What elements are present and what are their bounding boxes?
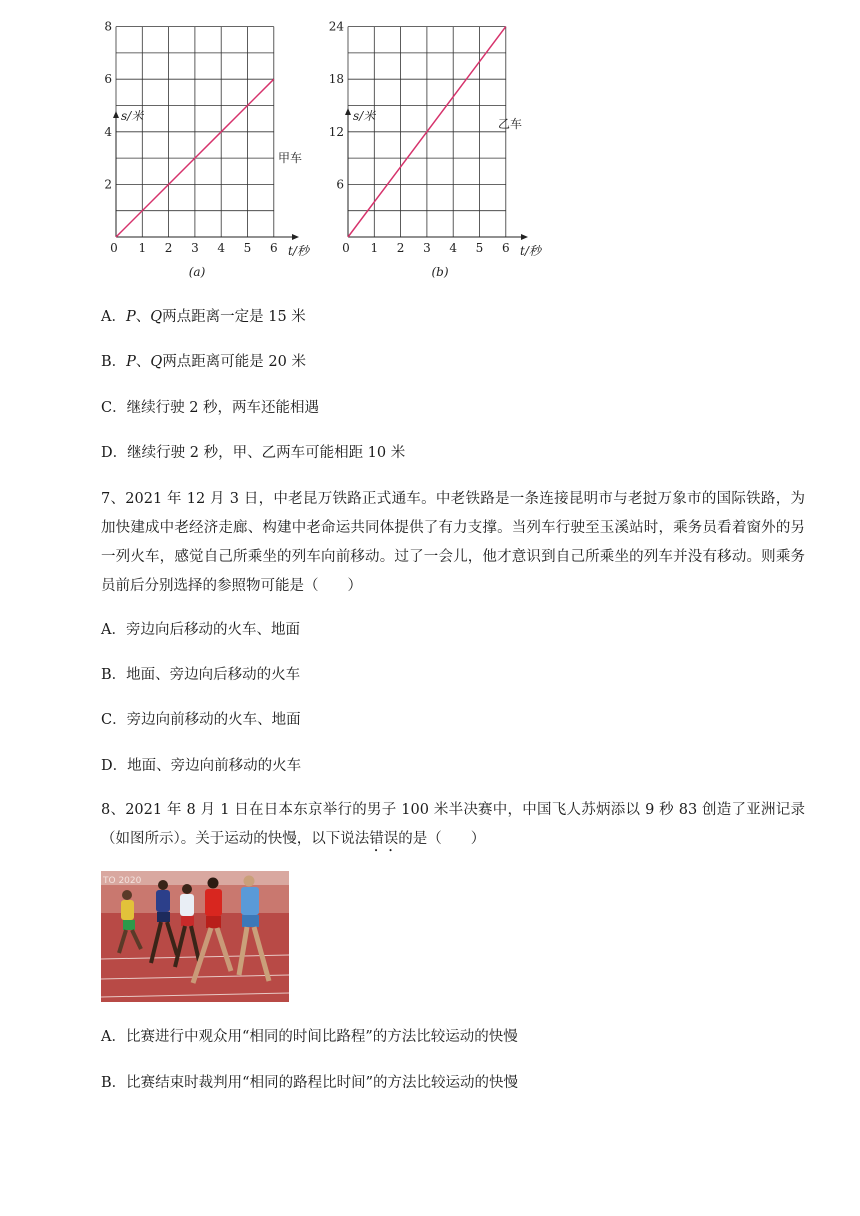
x-tick-label: 2 xyxy=(396,241,405,255)
q8-stem xyxy=(101,796,805,855)
separator: 、 xyxy=(135,354,151,370)
q8-option-b: B．比赛结束时裁判用“相同的路程比时间”的方法比较运动的快慢 xyxy=(101,1075,518,1091)
x-axis-label: t/秒 xyxy=(288,244,309,258)
x-tick-label: 3 xyxy=(423,241,431,255)
x-tick-label: 5 xyxy=(475,241,484,255)
y-tick-label: 8 xyxy=(104,19,112,34)
graph-caption-a: (a) xyxy=(188,265,206,279)
x-tick-label: 5 xyxy=(243,241,252,255)
q8-emphasis-word: 错误 xyxy=(369,831,399,847)
q7-stem: 7、2021 年 12 月 3 日，中老昆万铁路正式通车。中老铁路是一条连接昆明市与老挝万象市的国际铁路，为加快建成中老经济走廊、构建中老命运共同体提供了有力支撑。当列车行驶至玉溪站时，乘务员看着窗外的另一列火车，感觉自己所乘坐的列车向前移动。过了一会儿，他才意识到自己所乘坐的列车并没有移动。则乘务员前后分别选择的参照物可能是（ ） xyxy=(101,491,805,594)
option-prefix: B． xyxy=(101,354,127,370)
q6-option-a xyxy=(101,307,306,327)
point-p: P xyxy=(126,354,136,370)
y-tick-labels xyxy=(329,20,345,192)
x-tick-label: 4 xyxy=(217,241,226,255)
series-label-yi: 乙车 xyxy=(498,117,523,131)
q7-option-a: A．旁边向后移动的火车、地面 xyxy=(101,622,300,638)
x-axis-arrow xyxy=(292,234,299,240)
photo-illustration xyxy=(101,871,289,1002)
y-tick-label: 12 xyxy=(328,124,344,139)
q7-option-b: B．地面、旁边向后移动的火车 xyxy=(101,667,301,683)
y-axis-label: s/米 xyxy=(353,109,376,123)
x-tick-label: 1 xyxy=(138,241,147,255)
y-tick-label: 6 xyxy=(336,177,344,192)
x-tick-label: 4 xyxy=(449,241,458,255)
y-tick-label: 6 xyxy=(104,72,112,87)
graph-caption-b: (b) xyxy=(431,265,449,279)
y-axis-arrow xyxy=(113,111,119,118)
q8-option-a: A．比赛进行中观众用“相同的时间比路程”的方法比较运动的快慢 xyxy=(101,1029,518,1045)
option-text: 两点距离可能是 20 米 xyxy=(162,354,306,370)
q6-option-c: C．继续行驶 2 秒，两车还能相遇 xyxy=(101,400,320,416)
x-tick-label: 0 xyxy=(342,241,350,255)
x-tick-label: 3 xyxy=(191,241,199,255)
q6-option-d: D．继续行驶 2 秒，甲、乙两车可能相距 10 米 xyxy=(101,445,406,461)
y-tick-label: 18 xyxy=(328,72,344,87)
separator: 、 xyxy=(135,309,151,325)
y-tick-label: 2 xyxy=(104,177,112,192)
x-tick-label: 0 xyxy=(110,241,118,255)
x-tick-label: 2 xyxy=(164,241,173,255)
x-tick-labels xyxy=(110,241,277,255)
graph-a-grid xyxy=(116,27,274,237)
q8-stem-end: 的是（ ） xyxy=(398,831,486,847)
option-text: 两点距离一定是 15 米 xyxy=(162,309,306,325)
x-axis-label: t/秒 xyxy=(520,244,541,258)
x-tick-label: 6 xyxy=(269,241,278,255)
series-label-jia: 甲车 xyxy=(278,151,303,165)
option-prefix: A． xyxy=(101,309,126,325)
graph-b xyxy=(318,19,554,285)
q7-option-d: D．地面、旁边向前移动的火车 xyxy=(101,758,302,774)
point-q: Q xyxy=(150,309,163,325)
x-axis-arrow xyxy=(521,234,528,240)
sprint-race-photo xyxy=(101,871,289,1002)
y-tick-label: 24 xyxy=(328,19,344,34)
photo-banner-text: TO 2020 xyxy=(103,876,142,886)
q6-option-b xyxy=(101,352,306,372)
graph-a xyxy=(96,19,322,285)
y-axis-arrow xyxy=(345,108,351,115)
q8-stem-text: 8、2021 年 8 月 1 日在日本东京举行的男子 100 米半决赛中，中国飞人苏炳添以 9 秒 83 创造了亚洲记录（如图所示）。关于运动的快慢，以下说法 xyxy=(101,802,805,847)
x-tick-labels xyxy=(342,241,509,255)
point-p: P xyxy=(125,309,136,325)
q7-option-c: C．旁边向前移动的火车、地面 xyxy=(101,712,301,728)
x-tick-label: 1 xyxy=(370,241,379,255)
point-q: Q xyxy=(150,354,163,370)
x-tick-label: 6 xyxy=(501,241,510,255)
y-axis-label: s/米 xyxy=(121,109,144,123)
y-tick-labels xyxy=(104,20,112,192)
graph-b-svg xyxy=(318,19,554,285)
y-tick-label: 4 xyxy=(104,124,112,139)
graph-a-svg xyxy=(96,19,322,285)
